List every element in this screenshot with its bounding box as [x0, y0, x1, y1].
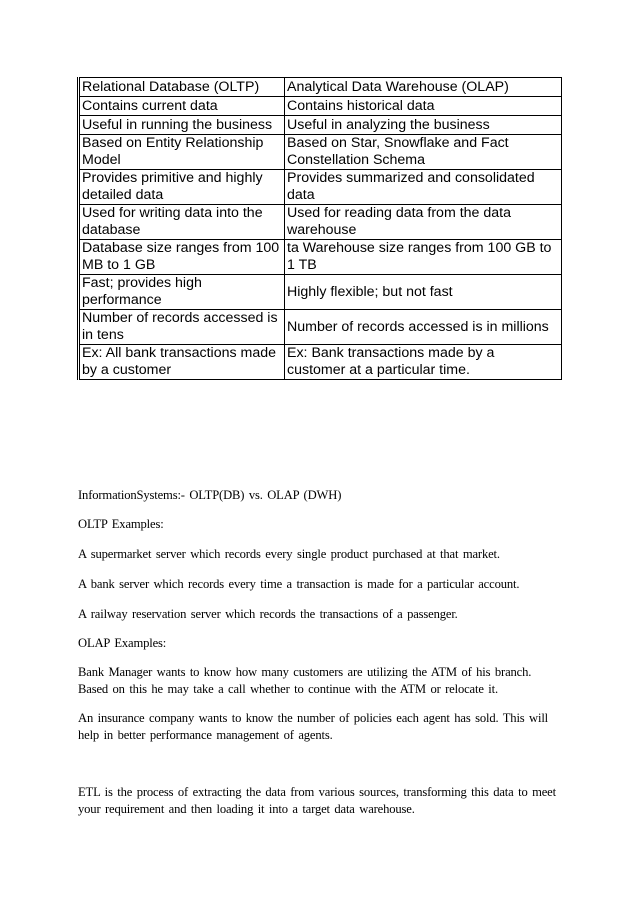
- oltp-example-bank: A bank server which records every time a transaction is made for a particular account.: [78, 577, 520, 591]
- cell-line: in tens: [82, 327, 124, 343]
- table-row: [79, 135, 562, 170]
- cell-line: Constellation Schema: [287, 152, 426, 168]
- cell-line: Provides primitive and highly: [82, 170, 263, 186]
- table-cell-oltp: [79, 275, 285, 310]
- table-cell-oltp: [79, 170, 285, 205]
- oltp-olap-comparison-table: [77, 77, 562, 380]
- table-cell-oltp: [79, 310, 285, 345]
- cell-line: detailed data: [82, 187, 164, 203]
- cell-line: performance: [82, 292, 162, 308]
- cell-line: Based on Entity Relationship: [82, 135, 264, 151]
- olap-example-insurance-line-2: help in better performance management of agents.: [78, 728, 333, 742]
- table-cell-olap: [285, 240, 562, 275]
- cell-line: Used for writing data into the: [82, 205, 263, 221]
- cell-line: MB to 1 GB: [82, 257, 156, 273]
- cell-line: database: [82, 222, 141, 238]
- olap-example-bank-line-1: Bank Manager wants to know how many customers are utilizing the ATM of his branch.: [78, 665, 532, 679]
- olap-example-insurance-line-1: An insurance company wants to know the number of policies each agent has sold. This will: [78, 711, 549, 725]
- table-row: [79, 205, 562, 240]
- oltp-example-supermarket: A supermarket server which records every single product purchased at that market.: [78, 547, 500, 561]
- oltp-example-railway: A railway reservation server which records the transactions of a passenger.: [78, 607, 458, 621]
- table-cell-olap: [285, 345, 562, 380]
- table-header-row: [79, 78, 562, 97]
- cell-line: Fast; provides high: [82, 275, 202, 291]
- header-olap: Analytical Data Warehouse (OLAP): [285, 78, 562, 97]
- cell-line: Database size ranges from 100: [82, 240, 280, 256]
- table-cell-olap: [285, 116, 562, 135]
- table-row: [79, 275, 562, 310]
- cell-line: Useful in analyzing the business: [287, 116, 490, 133]
- table-cell-olap: [285, 97, 562, 116]
- table-cell-olap: [285, 310, 562, 345]
- cell-line: data: [287, 187, 315, 203]
- oltp-examples-title: OLTP Examples:: [78, 517, 164, 531]
- cell-line: ta Warehouse size ranges from 100 GB to: [287, 240, 552, 256]
- table-cell-olap: [285, 135, 562, 170]
- table-cell-olap: [285, 205, 562, 240]
- table-cell-olap: [285, 275, 562, 310]
- cell-line: 1 TB: [287, 257, 317, 273]
- header-oltp: Relational Database (OLTP): [79, 78, 285, 97]
- cell-line: Used for reading data from the data: [287, 205, 511, 221]
- table-row: [79, 116, 562, 135]
- cell-line: Contains current data: [82, 97, 218, 114]
- cell-line: warehouse: [287, 222, 357, 238]
- cell-line: by a customer: [82, 362, 172, 378]
- cell-line: Ex: All bank transactions made: [82, 345, 276, 361]
- table-row: [79, 170, 562, 205]
- table-row: [79, 345, 562, 380]
- table-cell-oltp: [79, 240, 285, 275]
- table-cell-oltp: [79, 97, 285, 116]
- table-cell-olap: [285, 170, 562, 205]
- cell-line: Number of records accessed is in millions: [287, 318, 549, 335]
- olap-example-bank-line-2: Based on this he may take a call whether to continue with the ATM or relocate it.: [78, 682, 498, 696]
- etl-definition-line-2: your requirement and then loading it into a target data warehouse.: [78, 802, 415, 816]
- cell-line: Model: [82, 152, 121, 168]
- table-row: [79, 310, 562, 345]
- table-row: [79, 97, 562, 116]
- table-row: [79, 240, 562, 275]
- table-cell-oltp: [79, 345, 285, 380]
- cell-line: Provides summarized and consolidated: [287, 170, 535, 186]
- cell-line: Highly flexible; but not fast: [287, 283, 453, 300]
- cell-line: Number of records accessed is: [82, 310, 278, 326]
- cell-line: Contains historical data: [287, 97, 435, 114]
- cell-line: customer at a particular time.: [287, 362, 470, 378]
- table-cell-oltp: [79, 116, 285, 135]
- table-cell-oltp: [79, 205, 285, 240]
- section-heading: InformationSystems:- OLTP(DB) vs. OLAP (DWH): [78, 488, 342, 502]
- cell-line: Useful in running the business: [82, 116, 273, 133]
- cell-line: Ex: Bank transactions made by a: [287, 345, 495, 361]
- etl-definition-line-1: ETL is the process of extracting the data from various sources, transforming this data to meet: [78, 785, 556, 799]
- cell-line: Based on Star, Snowflake and Fact: [287, 135, 509, 151]
- table-cell-oltp: [79, 135, 285, 170]
- olap-examples-title: OLAP Examples:: [78, 636, 167, 650]
